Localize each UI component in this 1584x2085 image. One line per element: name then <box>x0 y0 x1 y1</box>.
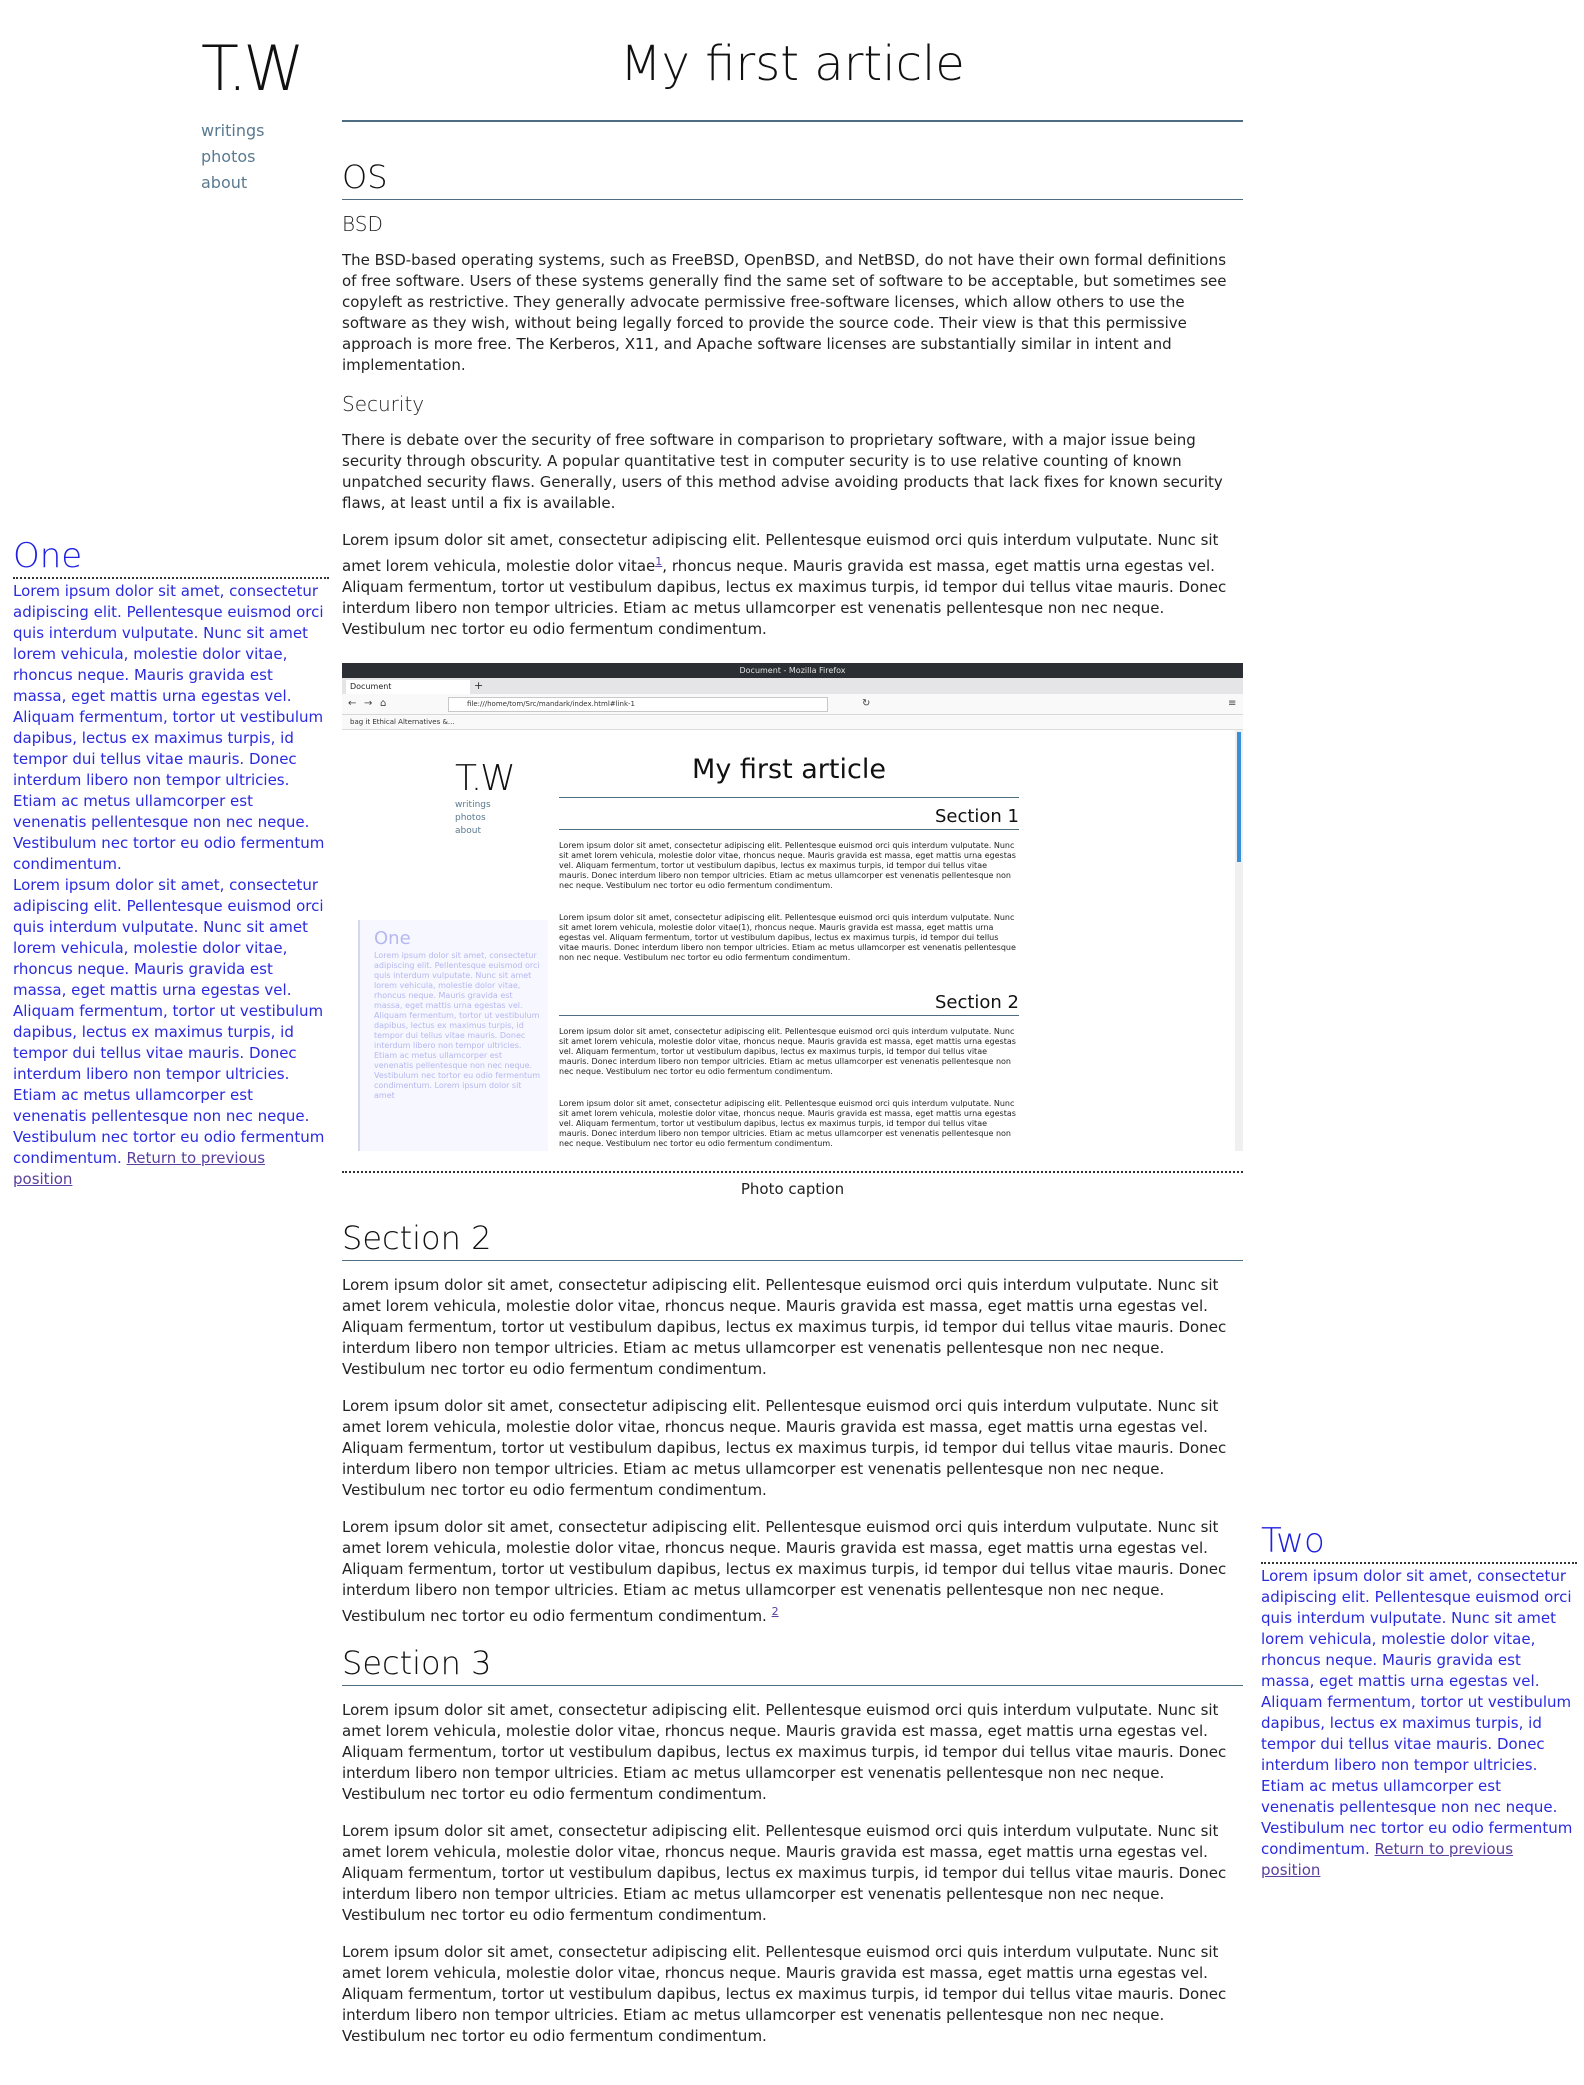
screenshot-tabbar <box>342 678 1243 694</box>
figure <box>342 663 1243 1173</box>
screenshot-scrollbar <box>1235 730 1243 1151</box>
sidenote-two <box>1261 1520 1577 1881</box>
section-3-paragraph-3: Lorem ipsum dolor sit amet, consectetur adipiscing elit. Pellentesque euismod orci quis interdum vulputate. Nunc sit amet lorem vehicula, molestie dolor vitae, rhoncus neque. Mauris gravida est massa, eget mattis urna egestas vel. Aliquam fermentum, tortor ut vestibulum dapibus, lectus ex maximus turpis, id tempor dui tellus vitae mauris. Donec interdum libero non tempor ultricies. Etiam ac metus ullamcorper est venenatis pellentesque non nec neque. Vestibulum nec tortor eu odio fermentum condimentum. <box>342 1943 1227 2045</box>
screenshot-home-icon: ⌂ <box>380 698 387 709</box>
section-2-paragraph-2: Lorem ipsum dolor sit amet, consectetur adipiscing elit. Pellentesque euismod orci quis interdum vulputate. Nunc sit amet lorem vehicula, molestie dolor vitae, rhoncus neque. Mauris gravida est massa, eget mattis urna egestas vel. Aliquam fermentum, tortor ut vestibulum dapibus, lectus ex maximus turpis, id tempor dui tellus vitae mauris. Donec interdum libero non tempor ultricies. Etiam ac metus ullamcorper est venenatis pellentesque non nec neque. Vestibulum nec tortor eu odio fermentum condimentum. <box>342 1397 1227 1499</box>
security-paragraph: There is debate over the security of free software in comparison to proprietary software, with a major issue being security through obscurity. A popular quantitative test in computer security is to use relative counting of known unpatched security flaws. Generally, users of this method advise avoiding products that lack fixes for known security flaws, at least until a fix is available. <box>342 431 1223 512</box>
sidenote-one <box>13 535 329 1190</box>
sidenote-two-text-body: Lorem ipsum dolor sit amet, consectetur adipiscing elit. Pellentesque euismod orci quis interdum vulputate. Nunc sit amet lorem vehicula, molestie dolor vitae, rhoncus neque. Mauris gravida est massa, eget mattis urna egestas vel. Aliquam fermentum, tortor ut vestibulum dapibus, lectus ex maximus turpis, id tempor dui tellus vitae mauris. Donec interdum libero non tempor ultricies. Etiam ac metus ullamcorper est venenatis pellentesque non nec neque. Vestibulum nec tortor eu odio fermentum condimentum. <box>1261 1567 1573 1858</box>
section-2-paragraph-3 <box>342 1517 1243 1627</box>
sidenote-two-return-link[interactable]: Return to previous position <box>1261 1840 1514 1879</box>
section-3-paragraph-2: Lorem ipsum dolor sit amet, consectetur adipiscing elit. Pellentesque euismod orci quis interdum vulputate. Nunc sit amet lorem vehicula, molestie dolor vitae, rhoncus neque. Mauris gravida est massa, eget mattis urna egestas vel. Aliquam fermentum, tortor ut vestibulum dapibus, lectus ex maximus turpis, id tempor dui tellus vitae mauris. Donec interdum libero non tempor ultricies. Etiam ac metus ullamcorper est venenatis pellentesque non nec neque. Vestibulum nec tortor eu odio fermentum condimentum. <box>342 1822 1227 1924</box>
lorem-text-part1: Lorem ipsum dolor sit amet, consectetur adipiscing elit. Pellentesque euismod orci quis interdum vulputate. Nunc sit amet lorem vehicula, molestie dolor vitae <box>342 531 1219 575</box>
screenshot-section2-heading: Section 2 <box>559 992 1019 1016</box>
screenshot-title-divider <box>559 797 1019 798</box>
screenshot-site-nav <box>455 799 491 838</box>
screenshot-navbar <box>342 694 1243 715</box>
nav-photos-link[interactable]: photos <box>201 147 256 166</box>
screenshot-paragraph: Lorem ipsum dolor sit amet, consectetur adipiscing elit. Pellentesque euismod orci quis interdum vulputate. Nunc sit amet lorem vehicula, molestie dolor vitae, rhoncus neque. Mauris gravida est massa, eget mattis urna egestas vel. Aliquam fermentum, tortor ut vestibulum dapibus, lectus ex maximus turpis, id tempor dui tellus vitae mauris. Donec interdum libero non tempor ultricies. Etiam ac metus ullamcorper est venenatis pellentesque non nec neque. Vestibulum nec tortor eu odio fermentum condimentum. <box>559 841 1016 890</box>
screenshot-forward-icon: → <box>364 698 373 709</box>
screenshot-titlebar: Document - Mozilla Firefox <box>342 663 1243 678</box>
footnote-1-link[interactable]: 1 <box>655 555 663 568</box>
screenshot-paragraph: Lorem ipsum dolor sit amet, consectetur adipiscing elit. Pellentesque euismod orci quis interdum vulputate. Nunc sit amet lorem vehicula, molestie dolor vitae, rhoncus neque. Mauris gravida est massa, eget mattis urna egestas vel. Aliquam fermentum, tortor ut vestibulum dapibus, lectus ex maximus turpis, id tempor dui tellus vitae mauris. Donec interdum libero non tempor ultricies. Etiam ac metus ullamcorper est venenatis pellentesque non nec neque. Vestibulum nec tortor eu odio fermentum condimentum. <box>559 1027 1016 1076</box>
screenshot-nav-about: about <box>455 826 481 836</box>
bsd-heading: BSD <box>342 212 383 236</box>
os-section <box>342 157 1243 640</box>
screenshot-paragraph-footnote: Lorem ipsum dolor sit amet, consectetur adipiscing elit. Pellentesque euismod orci quis interdum vulputate. Nunc sit amet lorem vehicula, molestie dolor vitae(1), rhoncus neque. Mauris gravida est massa, eget mattis urna egestas vel. Aliquam fermentum, tortor ut vestibulum dapibus, lectus ex maximus turpis, id tempor dui tellus vitae mauris. Donec interdum libero non tempor ultricies. Etiam ac metus ullamcorper est venenatis pellentesque non nec neque. Vestibulum nec tortor eu odio fermentum condimentum. <box>559 913 1016 962</box>
lorem-footnote-paragraph <box>342 530 1243 640</box>
screenshot-page <box>342 730 1235 1151</box>
figure-screenshot-image <box>342 663 1243 1151</box>
sidenote-two-text <box>1261 1566 1577 1881</box>
article-title: My first article <box>620 36 965 92</box>
screenshot-back-icon: ← <box>348 698 357 709</box>
bsd-paragraph: The BSD-based operating systems, such as FreeBSD, OpenBSD, and NetBSD, do not have their own formal definitions of free software. Users of these systems generally find the same set of software to be acceptable, but sometimes see copyleft as restrictive. They generally advocate permissive free-software licenses, which allow others to use the software as they wish, without being legally forced to provide the source code. Their view is that this permissive approach is more free. The Kerberos, X11, and Apache software licenses are substantially similar in intent and implementation. <box>342 251 1227 374</box>
screenshot-bookmarks-bar <box>342 715 1243 730</box>
screenshot-bookmarks-text: bag it Ethical Alternatives &... <box>350 718 455 726</box>
screenshot-section1-heading: Section 1 <box>559 806 1019 830</box>
screenshot-nav-photos: photos <box>455 813 486 823</box>
section-3-paragraph-1: Lorem ipsum dolor sit amet, consectetur adipiscing elit. Pellentesque euismod orci quis interdum vulputate. Nunc sit amet lorem vehicula, molestie dolor vitae, rhoncus neque. Mauris gravida est massa, eget mattis urna egestas vel. Aliquam fermentum, tortor ut vestibulum dapibus, lectus ex maximus turpis, id tempor dui tellus vitae mauris. Donec interdum libero non tempor ultricies. Etiam ac metus ullamcorper est venenatis pellentesque non nec neque. Vestibulum nec tortor eu odio fermentum condimentum. <box>342 1701 1227 1803</box>
screenshot-sidenote-title: One <box>374 928 411 949</box>
screenshot-menu-icon: ≡ <box>1228 698 1237 709</box>
footnote-2-link[interactable]: 2 <box>771 1605 779 1618</box>
lorem-text-part2: , rhoncus neque. Mauris gravida est massa, eget mattis urna egestas vel. Aliquam fermentum, tortor ut vestibulum dapibus, lectus ex maximus turpis, id tempor dui tellus vitae mauris. Donec interdum libero non tempor ultricies. Etiam ac metus ullamcorper est venenatis pellentesque non nec neque. Vestibulum nec tortor eu odio fermentum condimentum. <box>342 557 1227 638</box>
screenshot-nav-writings: writings <box>455 800 491 810</box>
screenshot-tab: Document <box>346 680 470 694</box>
sidenote-one-text-2 <box>13 875 329 1190</box>
nav-about-link[interactable]: about <box>201 173 248 192</box>
screenshot-site-logo: T.W <box>455 758 514 799</box>
os-heading: OS <box>342 157 1243 200</box>
sidenote-two-title: Two <box>1261 1520 1577 1564</box>
section-2-heading: Section 2 <box>342 1218 1243 1261</box>
screenshot-sidenote-text: Lorem ipsum dolor sit amet, consectetur adipiscing elit. Pellentesque euismod orci quis interdum vulputate. Nunc sit amet lorem vehicula, molestie dolor vitae, rhoncus neque. Mauris gravida est massa, eget mattis urna egestas vel. Aliquam fermentum, tortor ut vestibulum dapibus, lectus ex maximus turpis, id tempor dui tellus vitae mauris. Donec interdum libero non tempor ultricies. Etiam ac metus ullamcorper est venenatis pellentesque non nec neque. Vestibulum nec tortor eu odio fermentum condimentum. Lorem ipsum dolor sit amet <box>374 951 541 1100</box>
sidenote-one-text-1: Lorem ipsum dolor sit amet, consectetur adipiscing elit. Pellentesque euismod orci quis interdum vulputate. Nunc sit amet lorem vehicula, molestie dolor vitae, rhoncus neque. Mauris gravida est massa, eget mattis urna egestas vel. Aliquam fermentum, tortor ut vestibulum dapibus, lectus ex maximus turpis, id tempor dui tellus vitae mauris. Donec interdum libero non tempor ultricies. Etiam ac metus ullamcorper est venenatis pellentesque non nec neque. Vestibulum nec tortor eu odio fermentum condimentum. <box>13 582 325 873</box>
section-3-heading: Section 3 <box>342 1643 1243 1686</box>
nav-writings-link[interactable]: writings <box>201 121 265 140</box>
screenshot-sidenote <box>358 920 548 1151</box>
site-logo[interactable]: T.W <box>201 32 301 105</box>
sidenote-one-text-2-body: Lorem ipsum dolor sit amet, consectetur adipiscing elit. Pellentesque euismod orci quis interdum vulputate. Nunc sit amet lorem vehicula, molestie dolor vitae, rhoncus neque. Mauris gravida est massa, eget mattis urna egestas vel. Aliquam fermentum, tortor ut vestibulum dapibus, lectus ex maximus turpis, id tempor dui tellus vitae mauris. Donec interdum libero non tempor ultricies. Etiam ac metus ullamcorper est venenatis pellentesque non nec neque. Vestibulum nec tortor eu odio fermentum condimentum. <box>13 876 325 1167</box>
section-2-paragraph-1: Lorem ipsum dolor sit amet, consectetur adipiscing elit. Pellentesque euismod orci quis interdum vulputate. Nunc sit amet lorem vehicula, molestie dolor vitae, rhoncus neque. Mauris gravida est massa, eget mattis urna egestas vel. Aliquam fermentum, tortor ut vestibulum dapibus, lectus ex maximus turpis, id tempor dui tellus vitae mauris. Donec interdum libero non tempor ultricies. Etiam ac metus ullamcorper est venenatis pellentesque non nec neque. Vestibulum nec tortor eu odio fermentum condimentum. <box>342 1276 1227 1378</box>
security-heading: Security <box>342 392 425 416</box>
section-2-paragraph-3-text: Lorem ipsum dolor sit amet, consectetur adipiscing elit. Pellentesque euismod orci quis interdum vulputate. Nunc sit amet lorem vehicula, molestie dolor vitae, rhoncus neque. Mauris gravida est massa, eget mattis urna egestas vel. Aliquam fermentum, tortor ut vestibulum dapibus, lectus ex maximus turpis, id tempor dui tellus vitae mauris. Donec interdum libero non tempor ultricies. Etiam ac metus ullamcorper est venenatis pellentesque non nec neque. Vestibulum nec tortor eu odio fermentum condimentum. <box>342 1518 1227 1625</box>
screenshot-new-tab-icon: + <box>474 679 484 692</box>
sidenote-one-return-link[interactable]: Return to previous position <box>13 1149 266 1188</box>
site-nav <box>201 118 264 196</box>
screenshot-paragraph: Lorem ipsum dolor sit amet, consectetur adipiscing elit. Pellentesque euismod orci quis interdum vulputate. Nunc sit amet lorem vehicula, molestie dolor vitae, rhoncus neque. Mauris gravida est massa, eget mattis urna egestas vel. Aliquam fermentum, tortor ut vestibulum dapibus, lectus ex maximus turpis, id tempor dui tellus vitae mauris. Donec interdum libero non tempor ultricies. Etiam ac metus ullamcorper est venenatis pellentesque non nec neque. Vestibulum nec tortor eu odio fermentum condimentum. <box>559 1099 1016 1148</box>
screenshot-reload-icon: ↻ <box>862 698 871 709</box>
figure-caption: Photo caption <box>740 1180 845 1198</box>
screenshot-url-bar: file:///home/tom/Src/mandark/index.html#link-1 <box>448 697 828 712</box>
section-2 <box>342 1218 1243 1627</box>
sidenote-one-title: One <box>13 535 329 579</box>
title-divider <box>342 120 1243 122</box>
section-3 <box>342 1643 1243 2047</box>
screenshot-article-title: My first article <box>692 754 886 785</box>
screenshot-scroll-thumb <box>1237 732 1241 862</box>
